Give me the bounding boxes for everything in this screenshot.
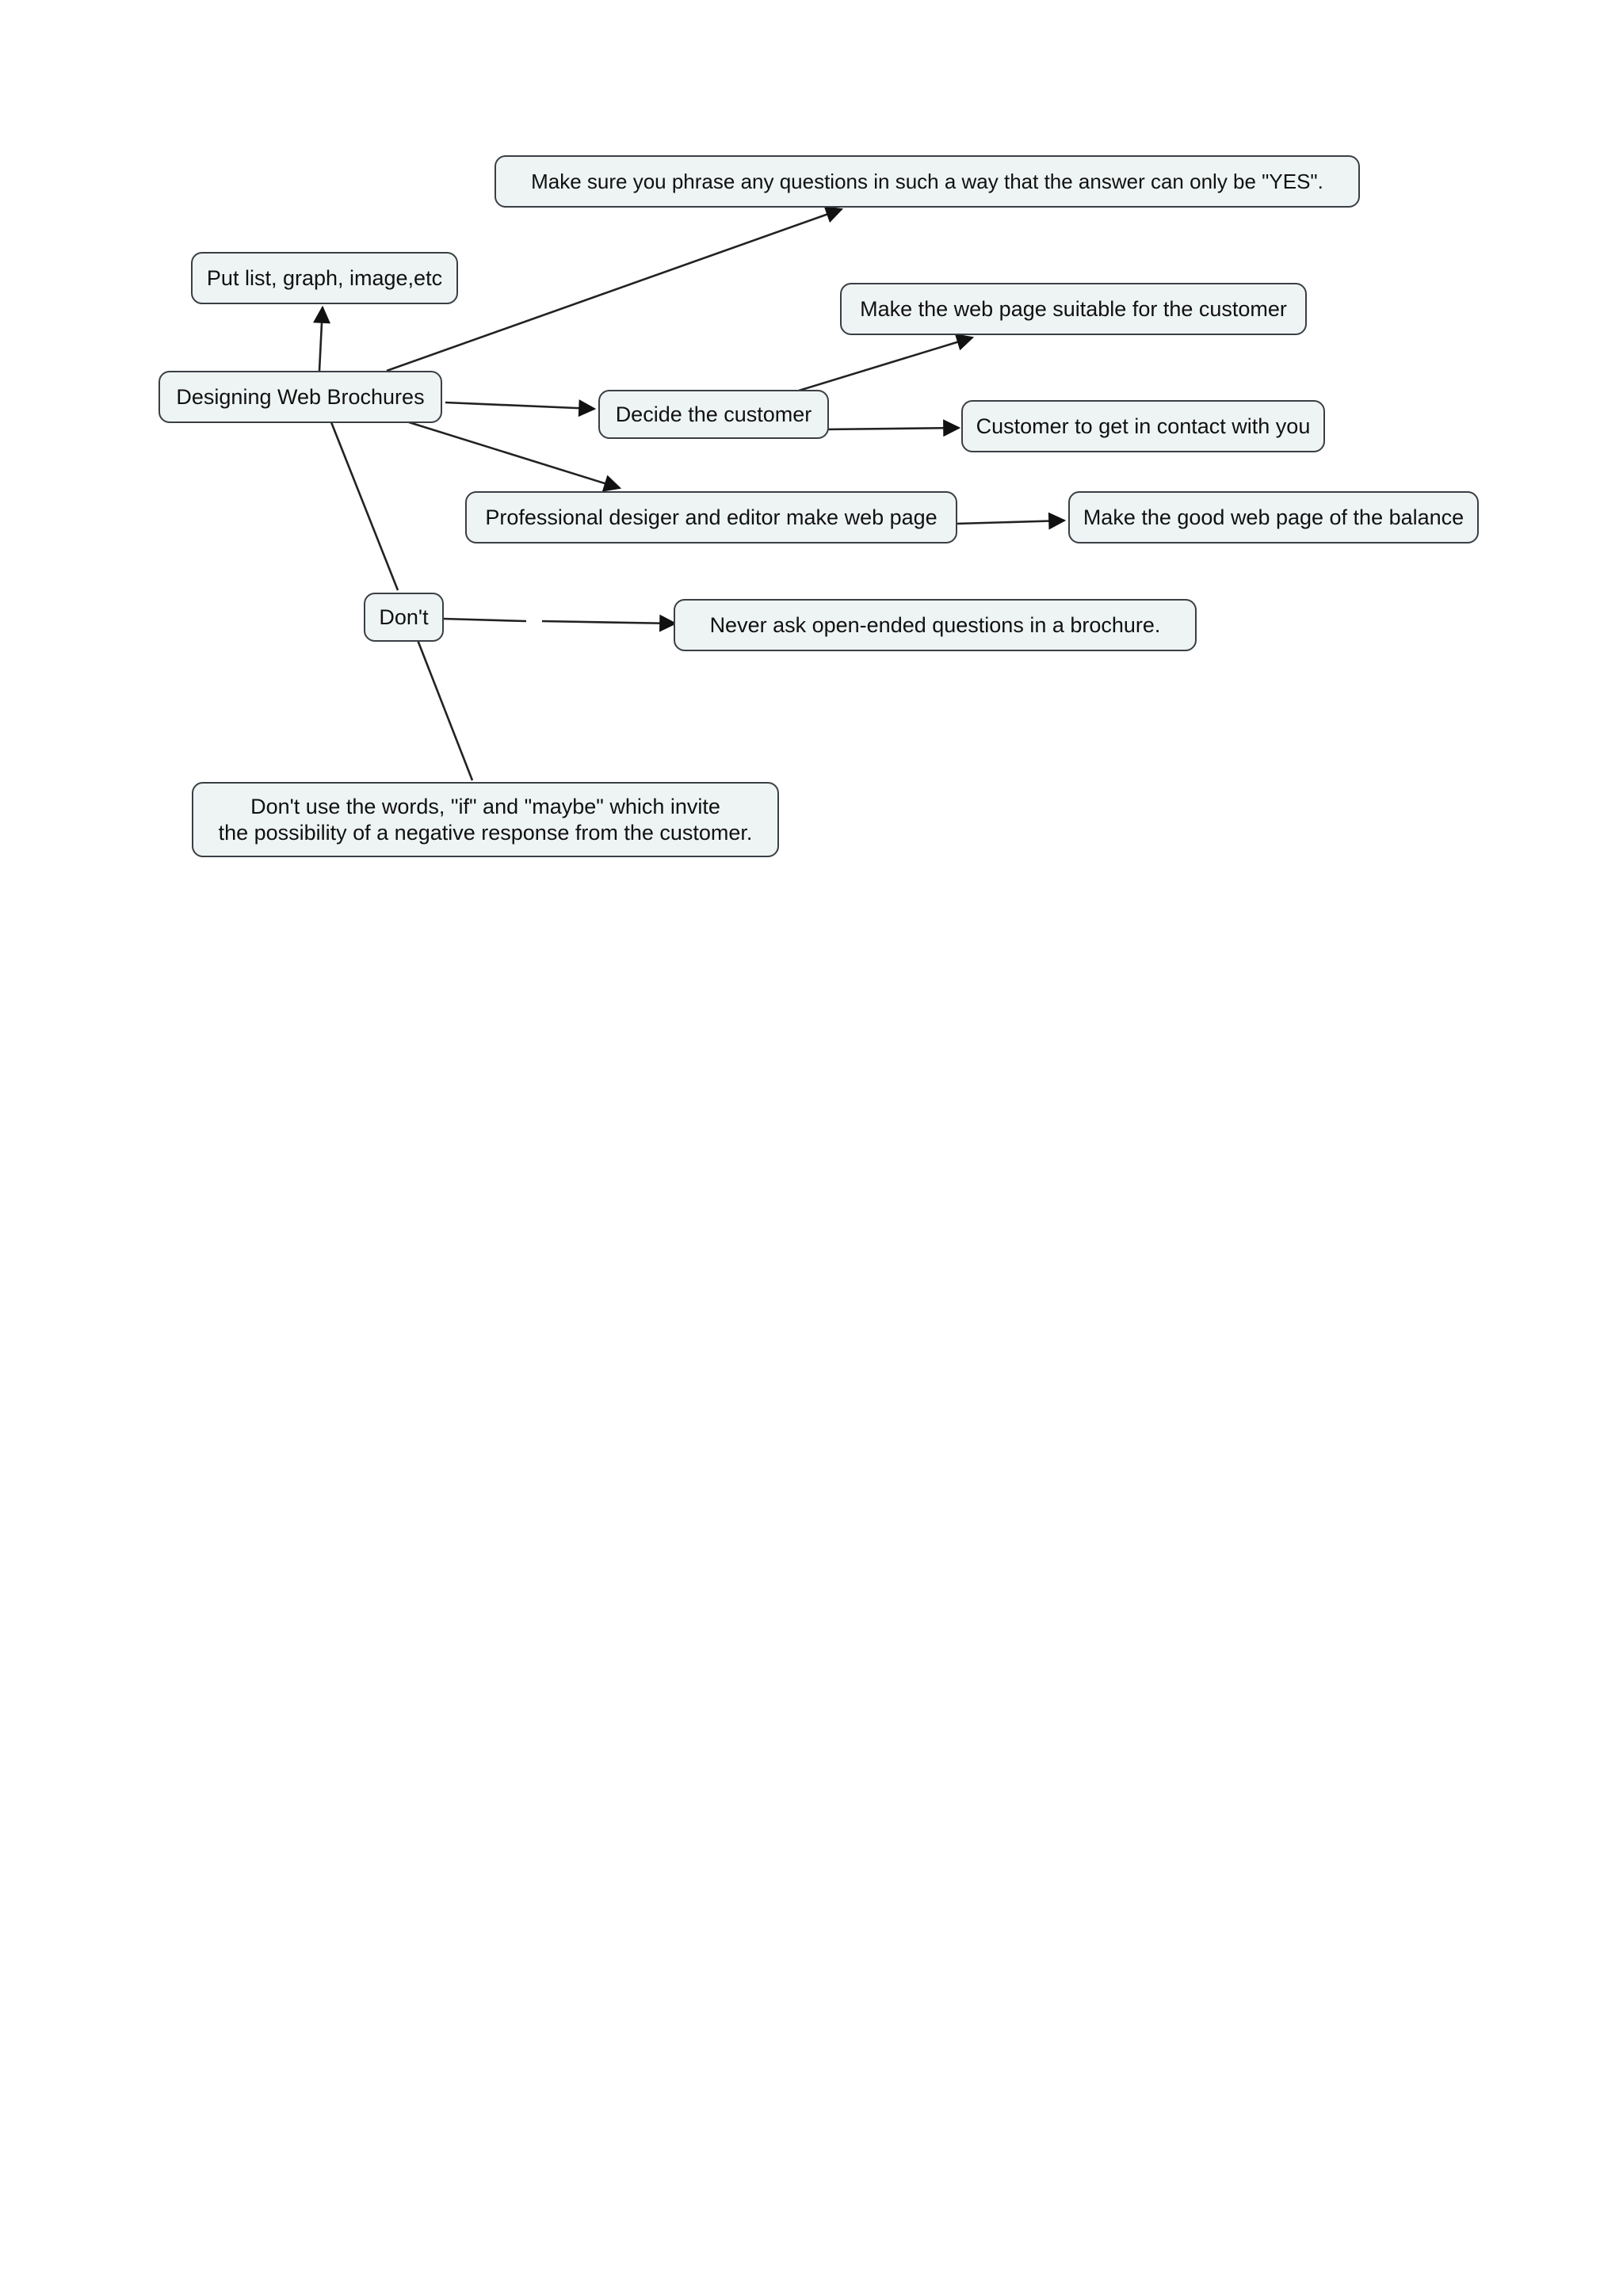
node-label: Make the good web page of the balance xyxy=(1083,505,1465,529)
node-dont xyxy=(364,593,444,642)
node-label: Designing Web Brochures xyxy=(176,385,425,409)
node-label: Make sure you phrase any questions in such a way that the answer can only be "YES". xyxy=(531,170,1323,193)
node-label: Put list, graph, image,etc xyxy=(206,266,443,290)
node-customer-contact xyxy=(961,400,1325,452)
link-dont-to-never-ask-a xyxy=(444,619,526,621)
node-label: Professional desiger and editor make web page xyxy=(485,505,938,529)
node-label-line-1: Don't use the words, "if" and "maybe" which invite xyxy=(250,794,720,818)
link-root-to-dont xyxy=(331,422,398,590)
link-professional-to-balance xyxy=(957,521,1064,524)
node-make-suitable xyxy=(840,283,1307,335)
link-decide-to-contact xyxy=(824,428,959,429)
node-good-balance xyxy=(1068,491,1479,543)
node-label: Never ask open-ended questions in a brochure. xyxy=(709,613,1161,637)
link-root-to-put-list xyxy=(319,307,323,371)
node-label: Decide the customer xyxy=(615,402,812,426)
link-decide-to-suitable xyxy=(799,338,972,391)
node-put-list xyxy=(191,252,458,304)
node-dont-use-words xyxy=(192,782,779,857)
node-never-ask xyxy=(674,599,1197,651)
node-label: Customer to get in contact with you xyxy=(976,414,1311,438)
node-designing-web-brochures xyxy=(158,371,442,423)
link-dont-to-dont-words xyxy=(418,640,472,780)
node-decide-customer xyxy=(598,390,829,439)
link-root-to-decide xyxy=(445,402,594,409)
node-professional-designer xyxy=(465,491,957,543)
node-label: Don't xyxy=(379,605,429,629)
node-label: Make the web page suitable for the customer xyxy=(860,297,1287,321)
link-dont-to-never-ask-b xyxy=(542,621,675,624)
link-root-to-professional xyxy=(409,422,620,488)
node-yes-question xyxy=(495,155,1360,208)
node-label-line-2: the possibility of a negative response from the customer. xyxy=(218,820,753,845)
